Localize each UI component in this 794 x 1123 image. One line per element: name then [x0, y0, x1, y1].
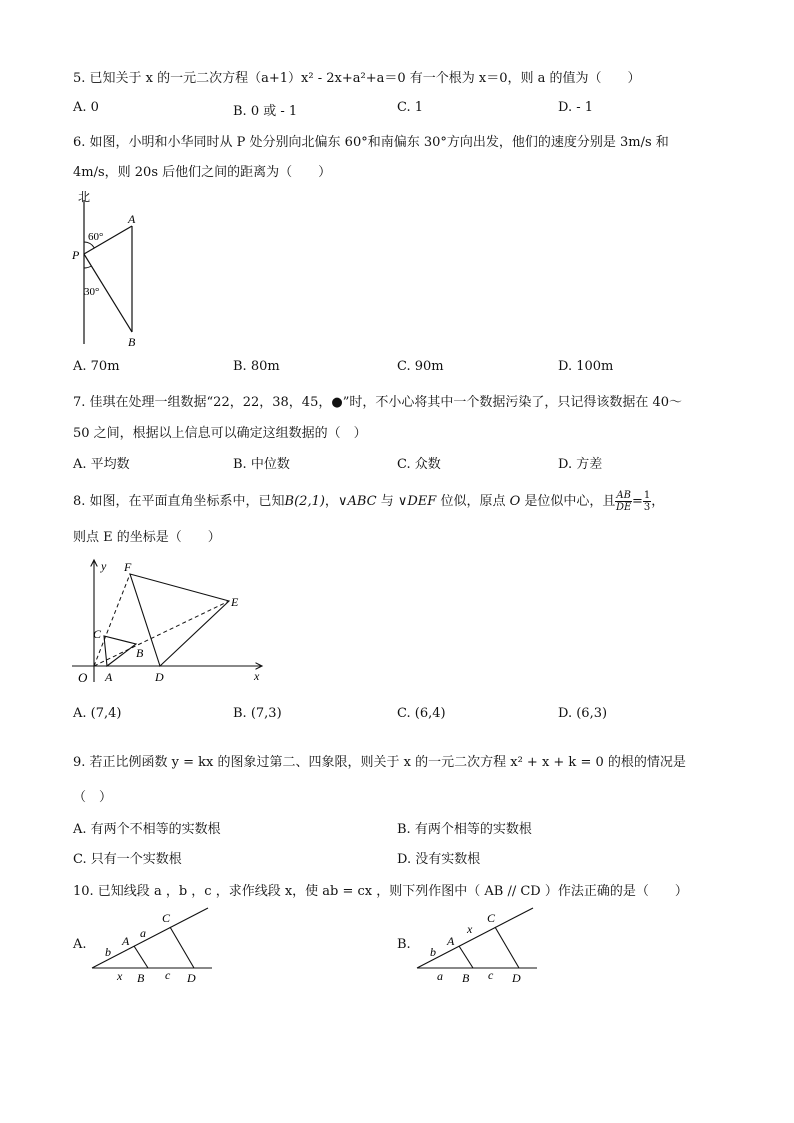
segment-cd — [495, 927, 519, 968]
q5-option-b[interactable]: B. 0 或 - 1 — [233, 104, 298, 119]
q6-option-d[interactable]: D. 100m — [558, 359, 614, 374]
q7-stem-line2: 50 之间，根据以上信息可以确定这组数据的（ ） — [73, 426, 367, 441]
q9-stem-line1: 9. 若正比例函数 y = kx 的图象过第二、四象限，则关于 x 的一元二次方程 x² + x + k = 0 的根的情况是 — [73, 755, 686, 770]
q5-stem: 5. 已知关于 x 的一元二次方程（a+1）x² - 2x+a²+a＝0 有一个根为 x＝0，则 a 的值为（ ） — [73, 71, 641, 86]
q8-stem-part-a: 8. 如图，在平面直角坐标系中，已知 — [73, 494, 285, 509]
q8-stem-line1 — [73, 490, 664, 513]
point-c-label: C — [487, 911, 496, 925]
point-b-label: B — [137, 971, 145, 985]
q7-option-d[interactable]: D. 方差 — [558, 457, 603, 472]
q8-figure — [70, 554, 270, 688]
q6-option-c[interactable]: C. 90m — [397, 359, 444, 374]
label-a-lower: a — [140, 926, 146, 940]
q8-option-a[interactable]: A. (7,4) — [73, 706, 122, 721]
q9-option-a[interactable]: A. 有两个不相等的实数根 — [73, 822, 221, 837]
q8-ratio-fraction — [615, 490, 632, 513]
frac-denominator: DE — [616, 502, 632, 513]
point-f-label: F — [124, 560, 132, 574]
label-b-lower: b — [105, 945, 111, 959]
point-b-label: B — [462, 971, 470, 985]
segment-cd — [170, 927, 194, 968]
q9-option-b[interactable]: B. 有两个相等的实数根 — [397, 822, 532, 837]
q6-stem-line2: 4m/s，则 20s 后他们之间的距离为（ ） — [73, 165, 332, 180]
point-e-label: E — [231, 595, 239, 609]
q8-option-d[interactable]: D. (6,3) — [558, 706, 608, 721]
label-c: c — [165, 968, 171, 982]
triangle-def — [130, 574, 229, 666]
point-d-label: D — [512, 971, 521, 985]
angle-30-label: 30° — [84, 286, 100, 298]
ray-upper — [92, 908, 208, 968]
triangle-abc — [104, 636, 136, 666]
q6-figure — [70, 186, 150, 352]
label-c: c — [488, 968, 494, 982]
point-a-label: A — [128, 212, 136, 226]
point-p-label: P — [72, 248, 80, 262]
origin-label: O — [78, 670, 88, 685]
x-axis-label: x — [254, 669, 260, 683]
point-b-label: B — [128, 335, 136, 349]
point-b-label: B — [136, 646, 144, 660]
q7-option-a[interactable]: A. 平均数 — [73, 457, 130, 472]
ray-upper — [417, 908, 533, 968]
q5-option-c[interactable]: C. 1 — [397, 100, 424, 115]
point-a-label: A — [122, 934, 130, 948]
q6-option-a[interactable]: A. 70m — [73, 359, 120, 374]
q9-stem-line2: （ ） — [73, 790, 113, 805]
frac2-denominator: 3 — [643, 502, 651, 513]
q10-option-b[interactable]: B. — [397, 937, 411, 952]
label-a-lower: a — [437, 969, 443, 983]
q10-figure-b — [415, 902, 545, 988]
q10-figure-a — [90, 902, 220, 988]
q8-triangle-def: ∨DEF — [397, 494, 437, 509]
q8-stem-part-k: ， — [651, 494, 665, 509]
q7-stem-line1: 7. 佳琪在处理一组数据“22，22，38，45，●”时，不小心将其中一个数据污染了，只记得该数据在 40～ — [73, 395, 683, 410]
point-d-label: D — [187, 971, 196, 985]
q8-option-b[interactable]: B. (7,3) — [233, 706, 282, 721]
q8-stem-part-c: ， — [324, 494, 338, 509]
label-x: x — [117, 969, 123, 983]
q8-stem-part-g: 位似，原点 — [436, 494, 510, 509]
point-a-label: A — [105, 670, 113, 684]
north-label: 北 — [78, 190, 91, 204]
q5-option-a[interactable]: A. 0 — [73, 100, 99, 115]
q8-stem-line2: 则点 E 的坐标是（ ） — [73, 530, 221, 545]
q9-option-c[interactable]: C. 只有一个实数根 — [73, 852, 182, 867]
q6-stem-line1: 6. 如图，小明和小华同时从 P 处分别向北偏东 60°和南偏东 30°方向出发，他们的速度分别是 3m/s 和 — [73, 135, 669, 150]
angle-arc-30 — [84, 266, 91, 268]
label-x: x — [467, 922, 473, 936]
q9-option-d[interactable]: D. 没有实数根 — [397, 852, 481, 867]
frac-numerator: AB — [616, 490, 631, 501]
q8-stem-part-i: 是位似中心，且 — [520, 494, 616, 509]
q8-equals: = — [631, 494, 643, 509]
q10-option-a[interactable]: A. — [73, 937, 87, 952]
y-axis-label: y — [101, 559, 107, 573]
q8-point-b-coord: B(2,1) — [284, 494, 325, 509]
q8-option-c[interactable]: C. (6,4) — [397, 706, 446, 721]
q8-ratio-value — [643, 490, 651, 513]
point-a-label: A — [447, 934, 455, 948]
label-b-lower: b — [430, 945, 436, 959]
q8-origin-o: O — [509, 494, 521, 509]
q6-option-b[interactable]: B. 80m — [233, 359, 280, 374]
q8-stem-part-e: 与 — [376, 494, 398, 509]
point-c-label: C — [162, 911, 171, 925]
q5-option-d[interactable]: D. - 1 — [558, 100, 594, 115]
q7-option-b[interactable]: B. 中位数 — [233, 457, 290, 472]
segment-ab — [134, 946, 148, 968]
q8-triangle-abc: ∨ABC — [337, 494, 377, 509]
segment-ab — [459, 946, 473, 968]
q7-option-c[interactable]: C. 众数 — [397, 457, 441, 472]
q10-stem: 10. 已知线段 a ，b ，c ，求作线段 x，使 ab = cx ，则下列作图中（ AB // CD ）作法正确的是（ ） — [73, 884, 688, 899]
angle-60-label: 60° — [88, 231, 104, 243]
dashed-line-oe — [94, 601, 229, 666]
point-c-label: C — [93, 627, 102, 641]
frac2-numerator: 1 — [643, 490, 651, 501]
point-d-label: D — [155, 670, 164, 684]
